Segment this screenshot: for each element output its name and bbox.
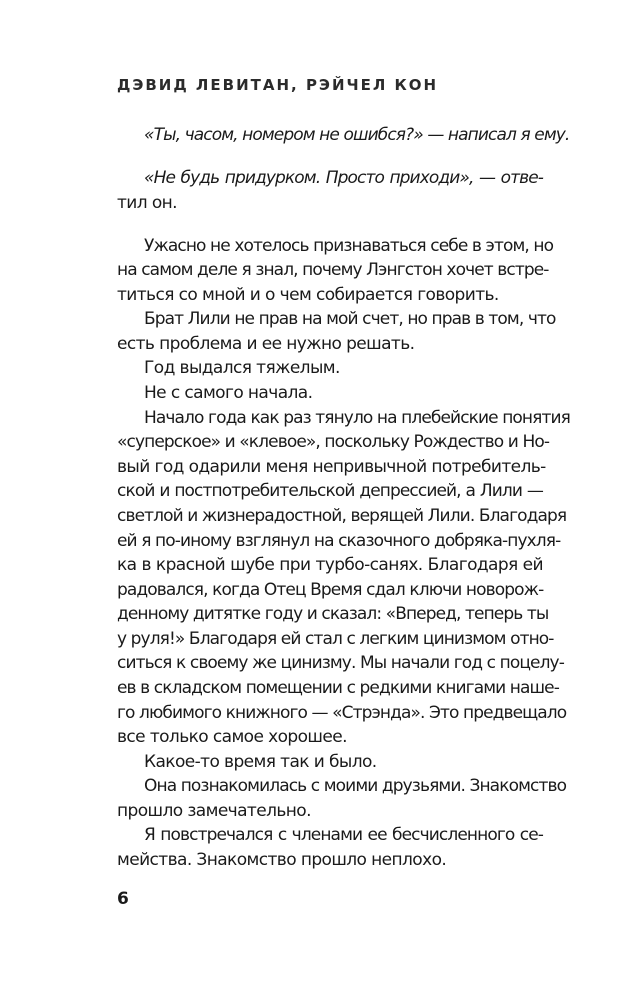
text-line: Не с самого начала.: [144, 383, 313, 404]
text-line: ка в красной шубе при турбо-санях. Благодаря ей: [117, 555, 543, 576]
text-line: «Не будь придурком. Просто приходи», — отве-: [144, 168, 543, 188]
text-line: Я повстречался с членами ее бесчисленного се-: [144, 825, 543, 846]
text-line: есть проблема и ее нужно решать.: [117, 333, 415, 354]
text-line: Ужасно не хотелось признаваться себе в этом, но: [144, 235, 554, 256]
text-line: «Ты, часом, номером не ошибся?» — написал я ему.: [144, 125, 570, 145]
text-line: ев в складском помещении с редкими книгами наше-: [117, 678, 559, 698]
text-line: го любимого книжного — «Стрэнда». Это предвещало: [117, 702, 567, 723]
text-line: Год выдался тяжелым.: [144, 358, 340, 379]
text-line: у руля!» Благодаря ей стал с легким цинизмом отно-: [117, 628, 554, 649]
text-line: на самом деле я знал, почему Лэнгстон хочет встре-: [117, 260, 549, 281]
running-header: ДЭВИД ЛЕВИТАН, РЭЙЧЕЛ КОН: [117, 76, 439, 94]
text-line: вый год одарили меня непривычной потребитель-: [117, 456, 546, 477]
text-line: Брат Лили не прав на мой счет, но прав в том, что: [144, 309, 556, 330]
text-line: Она познакомилась с моими друзьями. Знакомство: [144, 776, 567, 797]
text-line: радовался, когда Отец Время сдал ключи новорож-: [117, 579, 544, 600]
text-line: все только самое хорошее.: [117, 727, 347, 748]
text-line: денному дитятке году и сказал: «Вперед, теперь ты: [117, 604, 549, 625]
text-line: Какое-то время так и было.: [144, 751, 377, 772]
page-number: 6: [117, 889, 129, 909]
text-line: ей я по-иному взглянул на сказочного добряка-пухля-: [117, 530, 561, 551]
text-line: прошло замечательно.: [117, 800, 311, 821]
text-line: ской и постпотребительской депрессией, а Лили —: [117, 481, 543, 502]
text-line: «суперское» и «клевое», поскольку Рождество и Но-: [117, 432, 550, 453]
text-line: мейства. Знакомство прошло неплохо.: [117, 850, 447, 871]
text-line: титься со мной и о чем собирается говорить.: [117, 284, 499, 305]
text-line: светлой и жизнерадостной, верящей Лили. Благодаря: [117, 505, 567, 526]
text-line: Начало года как раз тянуло на плебейские понятия: [144, 407, 570, 428]
text-line: тил он.: [117, 192, 177, 213]
text-line: ситься к своему же цинизму. Мы начали год с поцелу-: [117, 653, 564, 674]
